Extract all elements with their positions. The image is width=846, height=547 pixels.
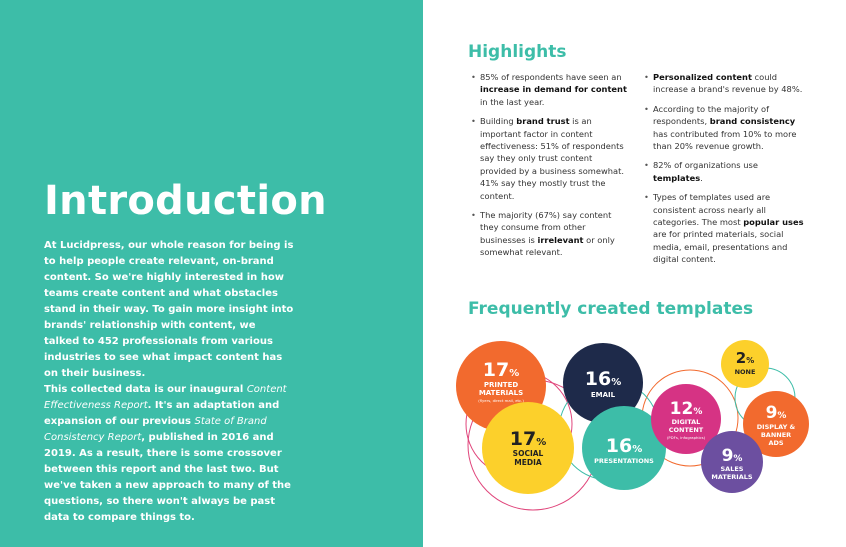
intro-paragraph-1: At Lucidpress, our whole reason for being is to help people create relevant, on-brand content. So we're highly interested in how teams create content and what obstacles stand in their way. To gain more insight into brands' relationship with content, we talked to 452 professionals from various industries to see what impact content has on their business.	[44, 240, 294, 379]
bubble-label: BANNER	[760, 431, 792, 439]
highlight-item: • The majority (67%) say content they consume from other businesses is irrelevant or only somewhat relevant.	[471, 209, 631, 259]
bubble-label: MATERIALS	[711, 473, 753, 481]
bubble-sales-materials	[701, 431, 763, 493]
templates-heading: Frequently created templates	[468, 299, 754, 319]
highlight-item: • Types of templates used are consistent across nearly all categories. The most popular uses are for printed materials, social media, email, presentations and digital content.	[644, 191, 809, 265]
bubble-percent: 9%	[721, 446, 743, 466]
bubble-label: PRESENTATIONS	[594, 457, 654, 465]
bubble-label: NONE	[734, 368, 756, 376]
bubble-label: ADS	[768, 439, 784, 447]
bubble-label: EMAIL	[590, 391, 616, 399]
bubble-label: DIGITAL	[671, 418, 701, 426]
highlight-item: • 82% of organizations use templates.	[644, 159, 809, 184]
bubble-percent: 17%	[482, 359, 520, 381]
highlight-item: • Building brand trust is an important factor in content effectiveness: 51% of respondents say they only trust content provided by a business somewhat. 41% say they mostly trust the content.	[471, 115, 631, 202]
bubble-percent: 9%	[765, 403, 787, 423]
bubble-none	[721, 340, 769, 388]
bubble-label: CONTENT	[668, 426, 704, 434]
highlight-item: • According to the majority of respondents, brand consistency has contributed from 10% to more than 20% revenue growth.	[644, 103, 809, 153]
highlight-item: • Personalized content could increase a brand's revenue by 48%.	[644, 71, 809, 96]
bubble-label: SALES	[720, 465, 744, 473]
bubble-label: DISPLAY &	[756, 423, 796, 431]
highlights-panel	[423, 0, 846, 547]
bubble-sublabel: (flyers, direct mail, etc.)	[478, 398, 524, 403]
bubble-percent: 17%	[509, 428, 547, 450]
bubble-label: SOCIAL	[512, 449, 544, 458]
bubble-percent: 16%	[584, 368, 622, 390]
bubble-percent: 16%	[605, 435, 643, 457]
bubble-percent: 2%	[735, 349, 755, 367]
intro-paragraph-2: This collected data is our inaugural Content Effectiveness Report. It's an adaptation and expansion of our previous State of Brand Consistency Report, published in 2016 and 2019. As a result, there is some crossover between this report and the last two. But we've taken a new approach to many of the questions, so there won't always be past data to compare things to.	[44, 384, 291, 523]
intro-title: Introduction	[44, 178, 327, 224]
bubble-social-media	[482, 402, 574, 494]
templates-bubble-chart	[423, 0, 846, 547]
bubble-sublabel: (PDFs, infographics)	[666, 435, 706, 440]
bubble-label: MEDIA	[514, 458, 542, 467]
bubble-label: MATERIALS	[478, 389, 524, 397]
highlight-item: • 85% of respondents have seen an increase in demand for content in the last year.	[471, 71, 631, 108]
highlights-heading: Highlights	[468, 42, 567, 62]
bubble-percent: 12%	[669, 399, 703, 419]
bubble-label: PRINTED	[483, 381, 519, 389]
